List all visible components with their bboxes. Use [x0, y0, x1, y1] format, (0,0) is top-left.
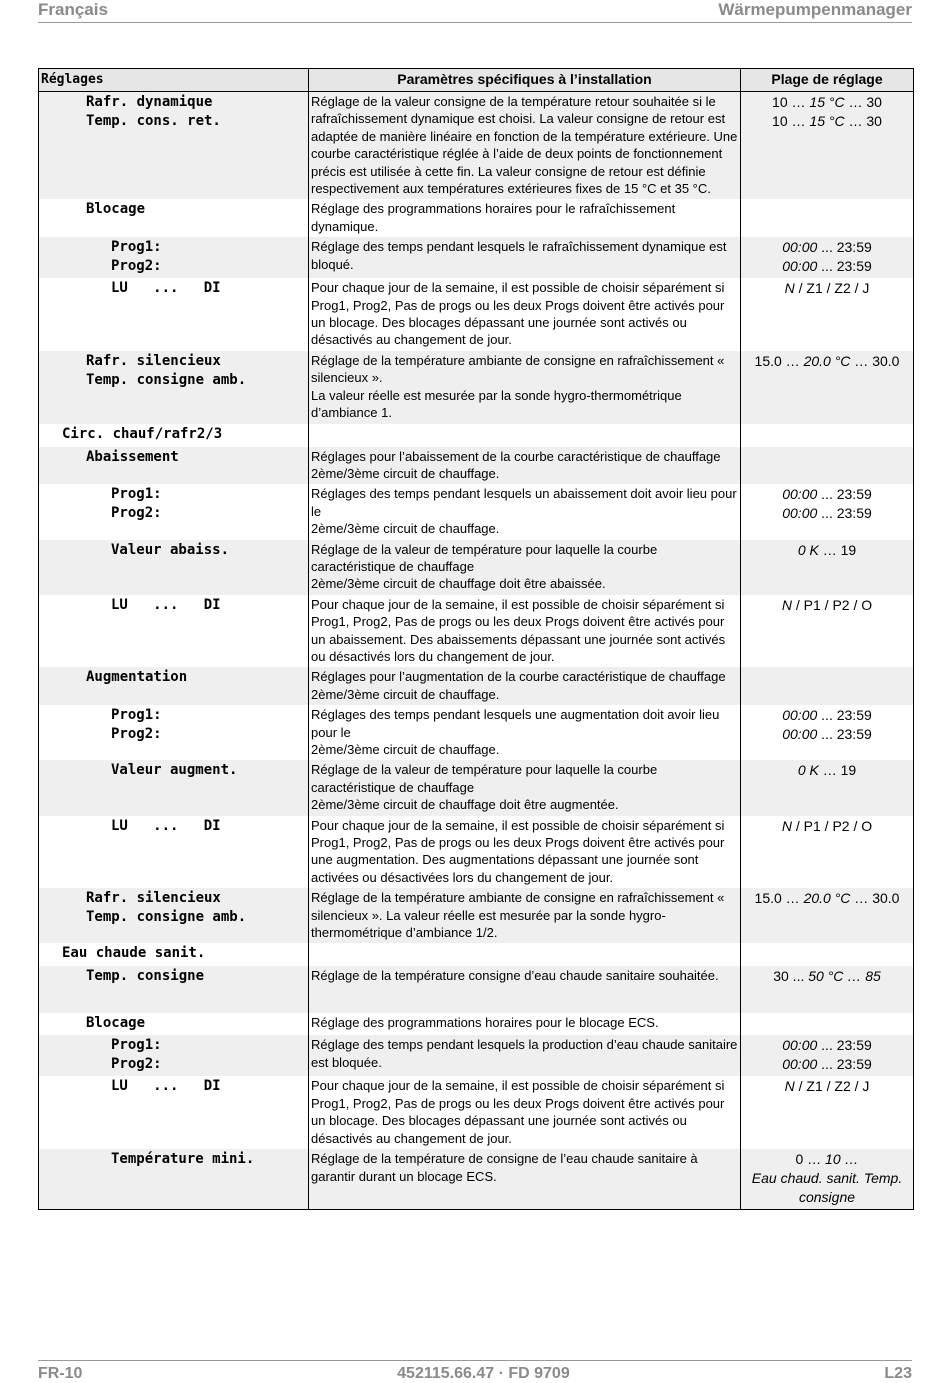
description-cell — [309, 447, 741, 485]
description-text: Réglage des temps pendant lesquels la production d’eau chaude sanitaire est bloquée. — [311, 1037, 738, 1070]
description-cell — [309, 595, 741, 668]
description-text: Pour chaque jour de la semaine, il est possible de choisir séparément si Prog1, Prog2, Pas de progs ou les deux Progs doivent être activés pour un blocage. Des blocages dépassant une journée sont activés ou désactivés au changement de jour. — [311, 280, 725, 348]
setting-name: Prog2: — [111, 505, 162, 522]
range-cell — [741, 705, 914, 760]
setting-name-cell — [39, 1013, 309, 1035]
description-text: Réglage de la température consigne d’eau chaude sanitaire souhaitée. — [311, 968, 719, 984]
setting-name-cell — [39, 1076, 309, 1149]
range-value — [743, 93, 911, 112]
range-cell — [741, 943, 914, 966]
range-value — [743, 1169, 911, 1207]
setting-name: Rafr. silencieux — [86, 890, 221, 907]
setting-name: LU ... DI — [111, 596, 221, 613]
setting-name: Temp. consigne amb. — [86, 909, 247, 926]
description-cell — [309, 540, 741, 595]
range-bound: / P1 / P2 / O — [791, 817, 873, 834]
description-text: 2ème/3ème circuit de chauffage doit être abaissée. — [311, 576, 606, 592]
range-value — [743, 1150, 911, 1169]
setting-name: Prog1: — [111, 239, 162, 256]
range-default: 20.0 °C — [803, 890, 851, 907]
table-row — [39, 424, 914, 447]
range-value — [743, 257, 911, 276]
range-value — [743, 725, 911, 744]
range-cell — [741, 1035, 914, 1076]
description-text: Pour chaque jour de la semaine, il est possible de choisir séparément si Prog1, Prog2, Pas de progs ou les deux Progs doivent être activés pour une augmentation. Des augmentations dépassant une journée sont activées ou désactivées lors du changement de jour. — [311, 817, 725, 885]
page-footer — [38, 1360, 912, 1382]
table-row — [39, 1076, 914, 1149]
range-cell — [741, 540, 914, 595]
setting-name: Température mini. — [111, 1151, 255, 1168]
table-row — [39, 943, 914, 966]
description-text: 2ème/3ème circuit de chauffage doit être augmentée. — [311, 797, 619, 813]
table-row — [39, 966, 914, 1013]
description-cell — [309, 199, 741, 237]
description-cell — [309, 705, 741, 760]
table-row — [39, 816, 914, 889]
header-product: Wärmepumpenmanager — [718, 0, 912, 19]
range-default: 0 K — [797, 541, 819, 558]
range-bound: / P1 / P2 / O — [791, 596, 873, 613]
description-text: 2ème/3ème circuit de chauffage. — [311, 742, 500, 757]
description-cell — [309, 424, 741, 447]
table-row — [39, 1013, 914, 1035]
table-row — [39, 888, 914, 943]
range-value — [743, 485, 911, 504]
description-cell — [309, 1076, 741, 1149]
range-default: 50 °C … 85 — [808, 968, 881, 985]
range-default: N — [781, 817, 792, 834]
range-default: N — [781, 596, 792, 613]
description-cell — [309, 237, 741, 278]
column-header-settings: Réglages — [39, 69, 309, 92]
table-row — [39, 351, 914, 424]
range-bound: ... 23:59 — [817, 707, 872, 724]
description-cell — [309, 484, 741, 539]
table-row — [39, 237, 914, 278]
range-value — [743, 761, 911, 780]
range-cell — [741, 237, 914, 278]
range-bound: … 30.0 — [850, 890, 900, 907]
setting-name-cell — [39, 237, 309, 278]
range-value — [743, 1077, 911, 1096]
description-text: Réglage de la température ambiante de consigne en rafraîchissement « silencieux ». La valeur réelle est mesurée par la sonde hygro-thermométrique d’ambiance 1/2. — [311, 890, 725, 941]
range-bound: ... 23:59 — [817, 239, 872, 256]
setting-name: LU ... DI — [111, 1078, 221, 1095]
range-value — [743, 706, 911, 725]
range-bound: … 19 — [818, 762, 857, 779]
table-row — [39, 760, 914, 815]
column-header-range: Plage de réglage — [741, 69, 914, 92]
setting-name: Prog1: — [111, 1037, 162, 1054]
range-default: 15 °C — [809, 94, 845, 110]
description-text: Réglages des temps pendant lesquels un abaissement doit avoir lieu pour le — [311, 486, 737, 519]
range-cell — [741, 484, 914, 539]
setting-name: Circ. chauf/rafr2/3 — [62, 425, 223, 442]
range-bound: … 19 — [818, 541, 857, 558]
description-text: Réglage de la température de consigne de l’eau chaude sanitaire à garantir durant un blocage ECS. — [311, 1151, 698, 1184]
range-cell — [741, 816, 914, 889]
table-row — [39, 447, 914, 485]
range-bound: 15.0 … — [754, 890, 804, 907]
description-cell — [309, 966, 741, 1013]
range-cell — [741, 447, 914, 485]
description-text: Réglage des programmations horaires pour le blocage ECS. — [311, 1015, 659, 1031]
setting-name-cell — [39, 705, 309, 760]
description-text: Réglages des temps pendant lesquels une augmentation doit avoir lieu pour le — [311, 707, 720, 740]
range-value — [743, 112, 911, 131]
range-bound: 10 … — [772, 94, 810, 110]
range-cell — [741, 888, 914, 943]
table-row — [39, 1149, 914, 1210]
setting-name-cell — [39, 966, 309, 1013]
range-default: 00:00 — [782, 239, 818, 256]
description-text: Réglage de la valeur de température pour laquelle la courbe caractéristique de chauffage — [311, 541, 658, 574]
description-text: Réglage des temps pendant lesquels le rafraîchissement dynamique est bloqué. — [311, 239, 727, 272]
description-cell — [309, 351, 741, 424]
table-row — [39, 705, 914, 760]
range-bound: 30 ... — [773, 968, 809, 985]
range-bound: ... 23:59 — [817, 258, 872, 275]
description-text: Pour chaque jour de la semaine, il est possible de choisir séparément si Prog1, Prog2, Pas de progs ou les deux Progs doivent être activés pour un abaissement. Des abaissements dépassant une journée sont activés ou désactivés lors du changement de jour. — [311, 596, 726, 664]
range-bound: ... 23:59 — [817, 1037, 872, 1054]
table-row — [39, 92, 914, 200]
footer-document-id: 452115.66.47 · FD 9709 — [397, 1365, 570, 1382]
setting-name: Abaissement — [86, 448, 179, 465]
setting-name: Prog2: — [111, 1056, 162, 1073]
range-default: 00:00 — [782, 505, 818, 522]
range-default: Eau chaud. sanit. Temp. consigne — [751, 1170, 903, 1206]
range-bound: ... 23:59 — [817, 1056, 872, 1073]
setting-name: Rafr. dynamique — [86, 94, 213, 110]
setting-name: Valeur abaiss. — [111, 541, 230, 558]
range-cell — [741, 595, 914, 668]
range-default: 10 … — [825, 1151, 859, 1168]
setting-name-cell — [39, 92, 309, 200]
settings-table — [38, 68, 914, 1210]
setting-name-cell — [39, 595, 309, 668]
setting-name-cell — [39, 667, 309, 705]
range-value — [743, 504, 911, 523]
range-cell — [741, 667, 914, 705]
setting-name: Prog2: — [111, 726, 162, 743]
description-text: Réglage de la valeur de température pour laquelle la courbe caractéristique de chauffage — [311, 762, 658, 795]
setting-name: Prog2: — [111, 258, 162, 275]
description-cell — [309, 816, 741, 889]
setting-name-cell — [39, 888, 309, 943]
range-default: 00:00 — [782, 1056, 818, 1073]
column-header-parameters: Paramètres spécifiques à l’installation — [309, 69, 741, 92]
range-value — [743, 541, 911, 560]
setting-name-cell — [39, 199, 309, 237]
table-row — [39, 484, 914, 539]
range-bound: / Z1 / Z2 / J — [794, 1078, 870, 1095]
setting-name-cell — [39, 484, 309, 539]
range-default: 00:00 — [782, 726, 818, 743]
range-cell — [741, 760, 914, 815]
description-text: La valeur réelle est mesurée par la sonde hygro-thermométrique d’ambiance 1. — [311, 387, 682, 421]
range-value — [743, 967, 911, 986]
range-bound: ... 23:59 — [817, 486, 872, 503]
range-cell — [741, 351, 914, 424]
range-bound: ... 23:59 — [817, 726, 872, 743]
range-value — [743, 596, 911, 615]
range-value — [743, 1055, 911, 1074]
description-cell — [309, 943, 741, 966]
setting-name-cell — [39, 816, 309, 889]
footer-code: L23 — [884, 1365, 912, 1382]
table-body — [39, 92, 914, 1210]
range-default: 00:00 — [782, 707, 818, 724]
range-value — [743, 889, 911, 908]
setting-name-cell — [39, 1149, 309, 1210]
setting-name: Temp. consigne amb. — [86, 371, 247, 388]
setting-name: Prog1: — [111, 707, 162, 724]
setting-name-cell — [39, 1035, 309, 1076]
setting-name-cell — [39, 447, 309, 485]
range-cell — [741, 1076, 914, 1149]
description-text: Réglage de la température ambiante de consigne en rafraîchissement « silencieux ». — [311, 352, 725, 386]
description-cell — [309, 1035, 741, 1076]
description-cell — [309, 1013, 741, 1035]
range-value — [743, 238, 911, 257]
description-cell — [309, 760, 741, 815]
table-row — [39, 199, 914, 237]
description-cell — [309, 667, 741, 705]
range-cell — [741, 278, 914, 351]
setting-name-cell — [39, 424, 309, 447]
setting-name: Temp. consigne — [86, 968, 205, 985]
range-bound: … 30 — [844, 94, 882, 110]
table-row — [39, 667, 914, 705]
page-header — [38, 0, 912, 23]
description-cell — [309, 888, 741, 943]
footer-page-number: FR-10 — [38, 1365, 83, 1382]
range-default: 00:00 — [782, 258, 818, 275]
range-cell — [741, 424, 914, 447]
setting-name: Eau chaude sanit. — [62, 945, 206, 962]
description-text: Réglages pour l’augmentation de la courbe caractéristique de chauffage 2ème/3ème circuit de chauffage. — [311, 669, 726, 702]
range-bound: 10 … — [772, 113, 810, 129]
table-row — [39, 595, 914, 668]
range-cell — [741, 1013, 914, 1035]
range-cell — [741, 199, 914, 237]
range-value — [743, 352, 911, 371]
range-bound: … 30.0 — [850, 352, 900, 369]
range-value — [743, 817, 911, 836]
table-row — [39, 278, 914, 351]
setting-name-cell — [39, 540, 309, 595]
range-default: N — [784, 280, 795, 297]
setting-name: Temp. cons. ret. — [86, 113, 221, 129]
range-cell — [741, 1149, 914, 1210]
range-default: 15 °C — [809, 113, 845, 129]
setting-name: LU ... DI — [111, 280, 221, 297]
range-cell — [741, 92, 914, 200]
description-cell — [309, 92, 741, 200]
range-cell — [741, 966, 914, 1013]
setting-name: Blocage — [86, 1015, 146, 1032]
range-bound: / Z1 / Z2 / J — [794, 280, 870, 297]
range-default: 00:00 — [782, 1037, 818, 1054]
description-text: Réglage des programmations horaires pour le rafraîchissement dynamique. — [311, 201, 676, 234]
description-text: Réglage de la valeur consigne de la température retour souhaitée si le rafraîchissement dynamique est choisi. La valeur consigne de retour est adaptée de manière linéaire en fonction de la température extérieure. Une courbe caractéristique réglée à l’aide de deux points de fonctionnement précis est utilisée à cette fin. La valeur consigne de retour est définie respectivement aux températures extérieures fixes de 15 °C et 35 °C. — [311, 94, 738, 197]
description-text: 2ème/3ème circuit de chauffage. — [311, 521, 500, 537]
setting-name: Rafr. silencieux — [86, 352, 221, 369]
setting-name-cell — [39, 760, 309, 815]
setting-name: Valeur augment. — [111, 762, 238, 779]
setting-name-cell — [39, 351, 309, 424]
range-value — [743, 279, 911, 298]
range-default: 20.0 °C — [803, 352, 851, 369]
range-default: N — [784, 1078, 795, 1095]
range-bound: 15.0 … — [754, 352, 804, 369]
description-cell — [309, 278, 741, 351]
setting-name-cell — [39, 278, 309, 351]
table-header-row — [39, 69, 914, 92]
description-text: Réglages pour l’abaissement de la courbe caractéristique de chauffage 2ème/3ème circuit de chauffage. — [311, 448, 721, 481]
description-text: Pour chaque jour de la semaine, il est possible de choisir séparément si Prog1, Prog2, Pas de progs ou les deux Progs doivent être activés pour un blocage. Des blocages dépassant une journée sont activés ou désactivés au changement de jour. — [311, 1078, 725, 1146]
range-bound: ... 23:59 — [817, 505, 872, 522]
range-default: 0 K — [797, 762, 819, 779]
setting-name: Prog1: — [111, 486, 162, 503]
table-row — [39, 540, 914, 595]
header-language: Français — [38, 0, 108, 19]
description-cell — [309, 1149, 741, 1210]
setting-name: Blocage — [86, 201, 146, 218]
setting-name-cell — [39, 943, 309, 966]
table-row — [39, 1035, 914, 1076]
range-value — [743, 1036, 911, 1055]
setting-name: Augmentation — [86, 669, 188, 686]
range-default: 00:00 — [782, 486, 818, 503]
setting-name: LU ... DI — [111, 817, 221, 834]
range-bound: … 30 — [844, 113, 882, 129]
range-bound: 0 … — [795, 1151, 826, 1168]
